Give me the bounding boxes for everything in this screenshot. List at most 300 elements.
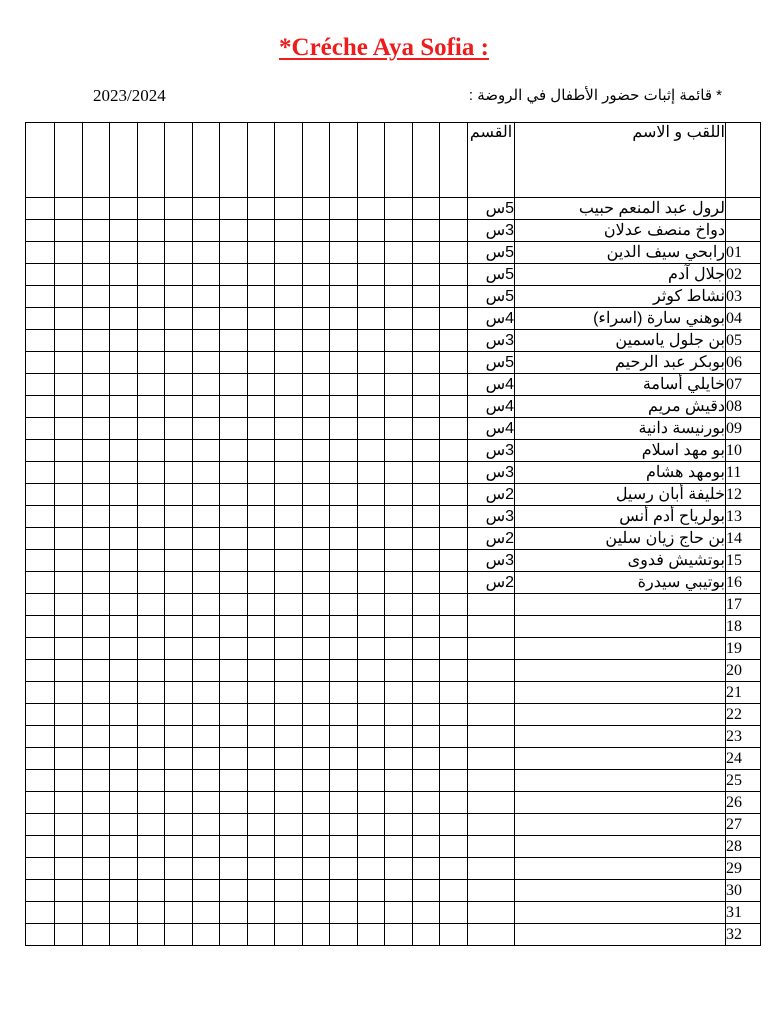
attendance-cell — [440, 814, 468, 836]
attendance-cell — [193, 638, 220, 660]
class-cell — [468, 594, 515, 616]
attendance-cell — [248, 660, 275, 682]
attendance-cell — [330, 726, 358, 748]
attendance-cell — [358, 374, 385, 396]
attendance-cell — [26, 484, 55, 506]
attendance-cell — [193, 374, 220, 396]
attendance-cell — [440, 880, 468, 902]
class-cell: 3س — [468, 462, 515, 484]
number-cell: 27 — [726, 814, 761, 836]
attendance-cell — [83, 462, 110, 484]
attendance-cell — [440, 704, 468, 726]
table-row — [26, 726, 761, 748]
attendance-cell — [55, 528, 83, 550]
number-cell: 03 — [726, 286, 761, 308]
attendance-cell — [358, 418, 385, 440]
attendance-cell — [83, 352, 110, 374]
attendance-cell — [358, 198, 385, 220]
attendance-cell — [275, 123, 303, 198]
attendance-cell — [193, 418, 220, 440]
attendance-cell — [330, 638, 358, 660]
attendance-cell — [385, 484, 413, 506]
name-cell: خليفة أبان رسيل — [515, 484, 726, 506]
class-cell — [468, 836, 515, 858]
table-row — [26, 198, 761, 220]
attendance-cell — [275, 264, 303, 286]
attendance-cell — [83, 396, 110, 418]
school-year: 2023/2024 — [93, 86, 166, 105]
attendance-cell — [440, 748, 468, 770]
attendance-cell — [385, 123, 413, 198]
attendance-cell — [275, 902, 303, 924]
attendance-cell — [220, 308, 248, 330]
table-row — [26, 880, 761, 902]
name-cell: رابحي سيف الدين — [515, 242, 726, 264]
attendance-cell — [83, 264, 110, 286]
attendance-cell — [275, 660, 303, 682]
attendance-cell — [55, 792, 83, 814]
attendance-cell — [83, 594, 110, 616]
attendance-cell — [83, 198, 110, 220]
number-cell — [726, 198, 761, 220]
attendance-cell — [165, 418, 193, 440]
attendance-cell — [110, 330, 138, 352]
attendance-cell — [385, 374, 413, 396]
attendance-cell — [193, 352, 220, 374]
attendance-cell — [193, 396, 220, 418]
attendance-cell — [440, 462, 468, 484]
attendance-cell — [385, 682, 413, 704]
attendance-cell — [385, 814, 413, 836]
name-cell: بورنيسة دانية — [515, 418, 726, 440]
attendance-cell — [138, 198, 165, 220]
attendance-cell — [358, 660, 385, 682]
attendance-cell — [330, 352, 358, 374]
attendance-cell — [220, 528, 248, 550]
number-cell: 24 — [726, 748, 761, 770]
class-cell — [468, 726, 515, 748]
table-row — [26, 660, 761, 682]
attendance-cell — [110, 616, 138, 638]
table-row — [26, 704, 761, 726]
attendance-cell — [413, 792, 440, 814]
table-row — [26, 550, 761, 572]
attendance-cell — [83, 550, 110, 572]
attendance-cell — [138, 330, 165, 352]
attendance-cell — [385, 418, 413, 440]
attendance-cell — [138, 572, 165, 594]
attendance-cell — [26, 396, 55, 418]
attendance-cell — [413, 308, 440, 330]
attendance-list-heading: * قائمة إثبات حضور الأطفال في الروضة : — [468, 87, 722, 104]
attendance-cell — [83, 902, 110, 924]
attendance-cell — [220, 616, 248, 638]
number-cell: 31 — [726, 902, 761, 924]
number-cell: 32 — [726, 924, 761, 946]
attendance-cell — [110, 770, 138, 792]
attendance-cell — [303, 550, 330, 572]
name-cell: بولرياح أدم أنس — [515, 506, 726, 528]
attendance-cell — [303, 660, 330, 682]
attendance-cell — [165, 396, 193, 418]
attendance-cell — [248, 594, 275, 616]
attendance-cell — [330, 440, 358, 462]
attendance-cell — [55, 396, 83, 418]
attendance-cell — [138, 858, 165, 880]
attendance-cell — [220, 440, 248, 462]
attendance-cell — [193, 814, 220, 836]
attendance-cell — [110, 594, 138, 616]
attendance-cell — [413, 660, 440, 682]
table-row — [26, 308, 761, 330]
attendance-cell — [303, 858, 330, 880]
attendance-cell — [165, 374, 193, 396]
attendance-cell — [193, 264, 220, 286]
attendance-cell — [83, 836, 110, 858]
attendance-cell — [138, 792, 165, 814]
attendance-cell — [55, 902, 83, 924]
attendance-cell — [220, 374, 248, 396]
attendance-cell — [385, 638, 413, 660]
attendance-cell — [413, 594, 440, 616]
attendance-cell — [193, 770, 220, 792]
attendance-cell — [165, 682, 193, 704]
attendance-cell — [385, 308, 413, 330]
attendance-cell — [440, 264, 468, 286]
attendance-cell — [55, 858, 83, 880]
attendance-cell — [413, 352, 440, 374]
attendance-cell — [248, 550, 275, 572]
attendance-cell — [413, 638, 440, 660]
attendance-cell — [440, 506, 468, 528]
attendance-cell — [138, 308, 165, 330]
class-cell — [468, 858, 515, 880]
attendance-cell — [220, 418, 248, 440]
attendance-cell — [330, 814, 358, 836]
name-cell: دواخ منصف عدلان — [515, 220, 726, 242]
attendance-cell — [330, 924, 358, 946]
attendance-cell — [26, 836, 55, 858]
attendance-cell — [83, 880, 110, 902]
attendance-cell — [413, 924, 440, 946]
attendance-cell — [26, 440, 55, 462]
attendance-cell — [26, 572, 55, 594]
attendance-cell — [248, 220, 275, 242]
number-cell: 23 — [726, 726, 761, 748]
attendance-cell — [303, 198, 330, 220]
attendance-cell — [413, 506, 440, 528]
attendance-cell — [275, 528, 303, 550]
attendance-cell — [275, 572, 303, 594]
attendance-cell — [248, 682, 275, 704]
attendance-cell — [440, 123, 468, 198]
attendance-cell — [358, 462, 385, 484]
attendance-cell — [55, 836, 83, 858]
attendance-cell — [138, 814, 165, 836]
attendance-cell — [275, 484, 303, 506]
name-cell: بن جلول ياسمين — [515, 330, 726, 352]
attendance-cell — [83, 704, 110, 726]
attendance-cell — [193, 792, 220, 814]
attendance-cell — [440, 440, 468, 462]
attendance-cell — [138, 836, 165, 858]
attendance-cell — [248, 242, 275, 264]
attendance-cell — [248, 880, 275, 902]
attendance-cell — [358, 704, 385, 726]
table-row — [26, 220, 761, 242]
number-cell: 06 — [726, 352, 761, 374]
attendance-cell — [55, 880, 83, 902]
attendance-cell — [303, 352, 330, 374]
attendance-cell — [303, 638, 330, 660]
attendance-cell — [26, 924, 55, 946]
attendance-cell — [138, 550, 165, 572]
attendance-cell — [413, 682, 440, 704]
attendance-cell — [138, 638, 165, 660]
attendance-cell — [220, 484, 248, 506]
attendance-cell — [303, 924, 330, 946]
class-cell: 3س — [468, 506, 515, 528]
attendance-cell — [220, 792, 248, 814]
attendance-cell — [248, 638, 275, 660]
attendance-cell — [26, 594, 55, 616]
attendance-cell — [303, 814, 330, 836]
attendance-cell — [248, 308, 275, 330]
attendance-cell — [110, 550, 138, 572]
attendance-cell — [26, 242, 55, 264]
table-row — [26, 374, 761, 396]
attendance-cell — [275, 198, 303, 220]
name-cell: بو مهد اسلام — [515, 440, 726, 462]
class-cell: 3س — [468, 330, 515, 352]
attendance-cell — [358, 770, 385, 792]
attendance-cell — [165, 440, 193, 462]
attendance-cell — [83, 220, 110, 242]
attendance-cell — [83, 924, 110, 946]
name-cell: دقيش مريم — [515, 396, 726, 418]
attendance-cell — [55, 440, 83, 462]
attendance-cell — [193, 506, 220, 528]
table-row — [26, 594, 761, 616]
attendance-cell — [303, 242, 330, 264]
attendance-cell — [330, 616, 358, 638]
attendance-cell — [220, 682, 248, 704]
attendance-cell — [358, 550, 385, 572]
attendance-cell — [138, 902, 165, 924]
attendance-cell — [248, 704, 275, 726]
attendance-cell — [248, 616, 275, 638]
attendance-cell — [330, 572, 358, 594]
attendance-cell — [193, 924, 220, 946]
attendance-table — [25, 122, 761, 946]
attendance-cell — [440, 726, 468, 748]
attendance-cell — [413, 242, 440, 264]
attendance-cell — [83, 572, 110, 594]
attendance-cell — [413, 440, 440, 462]
name-cell — [515, 924, 726, 946]
attendance-cell — [358, 506, 385, 528]
attendance-cell — [330, 748, 358, 770]
attendance-cell — [440, 682, 468, 704]
attendance-cell — [330, 396, 358, 418]
attendance-cell — [55, 726, 83, 748]
attendance-cell — [303, 374, 330, 396]
attendance-cell — [26, 462, 55, 484]
attendance-cell — [385, 396, 413, 418]
class-cell: 2س — [468, 484, 515, 506]
attendance-cell — [330, 198, 358, 220]
attendance-cell — [358, 528, 385, 550]
table-row — [26, 396, 761, 418]
attendance-cell — [26, 902, 55, 924]
table-row — [26, 242, 761, 264]
class-cell — [468, 792, 515, 814]
class-cell: 3س — [468, 440, 515, 462]
attendance-cell — [138, 880, 165, 902]
table-row — [26, 638, 761, 660]
attendance-cell — [413, 418, 440, 440]
attendance-cell — [358, 902, 385, 924]
attendance-cell — [26, 123, 55, 198]
attendance-cell — [165, 286, 193, 308]
attendance-cell — [165, 123, 193, 198]
class-cell: 5س — [468, 286, 515, 308]
attendance-cell — [110, 638, 138, 660]
name-cell: بوتشيش فدوى — [515, 550, 726, 572]
attendance-cell — [220, 770, 248, 792]
attendance-cell — [275, 462, 303, 484]
attendance-cell — [248, 374, 275, 396]
attendance-cell — [110, 286, 138, 308]
attendance-cell — [330, 858, 358, 880]
attendance-cell — [413, 528, 440, 550]
attendance-cell — [165, 792, 193, 814]
attendance-cell — [358, 836, 385, 858]
attendance-cell — [83, 616, 110, 638]
attendance-cell — [413, 902, 440, 924]
attendance-cell — [330, 418, 358, 440]
attendance-cell — [275, 704, 303, 726]
attendance-cell — [165, 924, 193, 946]
table-row — [26, 528, 761, 550]
attendance-cell — [55, 748, 83, 770]
attendance-cell — [303, 330, 330, 352]
attendance-cell — [385, 660, 413, 682]
attendance-cell — [413, 220, 440, 242]
table-row — [26, 462, 761, 484]
number-cell: 10 — [726, 440, 761, 462]
attendance-cell — [220, 572, 248, 594]
class-cell — [468, 616, 515, 638]
attendance-cell — [26, 682, 55, 704]
title-text: *Créche Aya Sofia : — [279, 34, 489, 61]
attendance-cell — [55, 484, 83, 506]
name-cell — [515, 792, 726, 814]
attendance-cell — [165, 748, 193, 770]
attendance-cell — [220, 726, 248, 748]
attendance-cell — [165, 638, 193, 660]
attendance-cell — [248, 748, 275, 770]
table-row — [26, 770, 761, 792]
attendance-cell — [165, 220, 193, 242]
attendance-cell — [248, 264, 275, 286]
attendance-cell — [413, 330, 440, 352]
attendance-cell — [220, 880, 248, 902]
attendance-cell — [165, 352, 193, 374]
attendance-cell — [330, 528, 358, 550]
attendance-cell — [303, 572, 330, 594]
table-row — [26, 506, 761, 528]
attendance-cell — [248, 440, 275, 462]
attendance-cell — [220, 506, 248, 528]
name-cell — [515, 616, 726, 638]
attendance-cell — [275, 726, 303, 748]
attendance-cell — [413, 484, 440, 506]
attendance-cell — [385, 286, 413, 308]
number-cell: 20 — [726, 660, 761, 682]
attendance-cell — [330, 242, 358, 264]
attendance-cell — [83, 638, 110, 660]
attendance-cell — [275, 792, 303, 814]
table-row — [26, 484, 761, 506]
attendance-cell — [385, 924, 413, 946]
class-cell — [468, 638, 515, 660]
attendance-cell — [440, 550, 468, 572]
attendance-cell — [110, 748, 138, 770]
attendance-cell — [110, 726, 138, 748]
table-row — [26, 418, 761, 440]
table-row — [26, 858, 761, 880]
attendance-cell — [83, 330, 110, 352]
attendance-cell — [248, 726, 275, 748]
attendance-cell — [385, 220, 413, 242]
attendance-cell — [220, 550, 248, 572]
attendance-cell — [303, 770, 330, 792]
attendance-cell — [303, 418, 330, 440]
attendance-cell — [55, 352, 83, 374]
attendance-cell — [413, 572, 440, 594]
attendance-cell — [330, 594, 358, 616]
attendance-cell — [110, 220, 138, 242]
attendance-cell — [330, 330, 358, 352]
attendance-cell — [385, 528, 413, 550]
number-cell: 04 — [726, 308, 761, 330]
attendance-cell — [55, 814, 83, 836]
attendance-cell — [303, 616, 330, 638]
attendance-cell — [165, 880, 193, 902]
attendance-cell — [83, 123, 110, 198]
attendance-cell — [55, 660, 83, 682]
attendance-cell — [385, 748, 413, 770]
attendance-cell — [440, 220, 468, 242]
attendance-cell — [303, 484, 330, 506]
attendance-cell — [165, 242, 193, 264]
attendance-cell — [385, 506, 413, 528]
attendance-cell — [303, 704, 330, 726]
attendance-cell — [138, 396, 165, 418]
attendance-cell — [83, 308, 110, 330]
name-cell: بوتيبي سيدرة — [515, 572, 726, 594]
name-cell: خايلي أسامة — [515, 374, 726, 396]
attendance-cell — [385, 352, 413, 374]
attendance-cell — [138, 484, 165, 506]
attendance-cell — [275, 308, 303, 330]
attendance-cell — [165, 858, 193, 880]
attendance-cell — [440, 418, 468, 440]
attendance-cell — [83, 484, 110, 506]
attendance-cell — [26, 528, 55, 550]
attendance-cell — [165, 704, 193, 726]
